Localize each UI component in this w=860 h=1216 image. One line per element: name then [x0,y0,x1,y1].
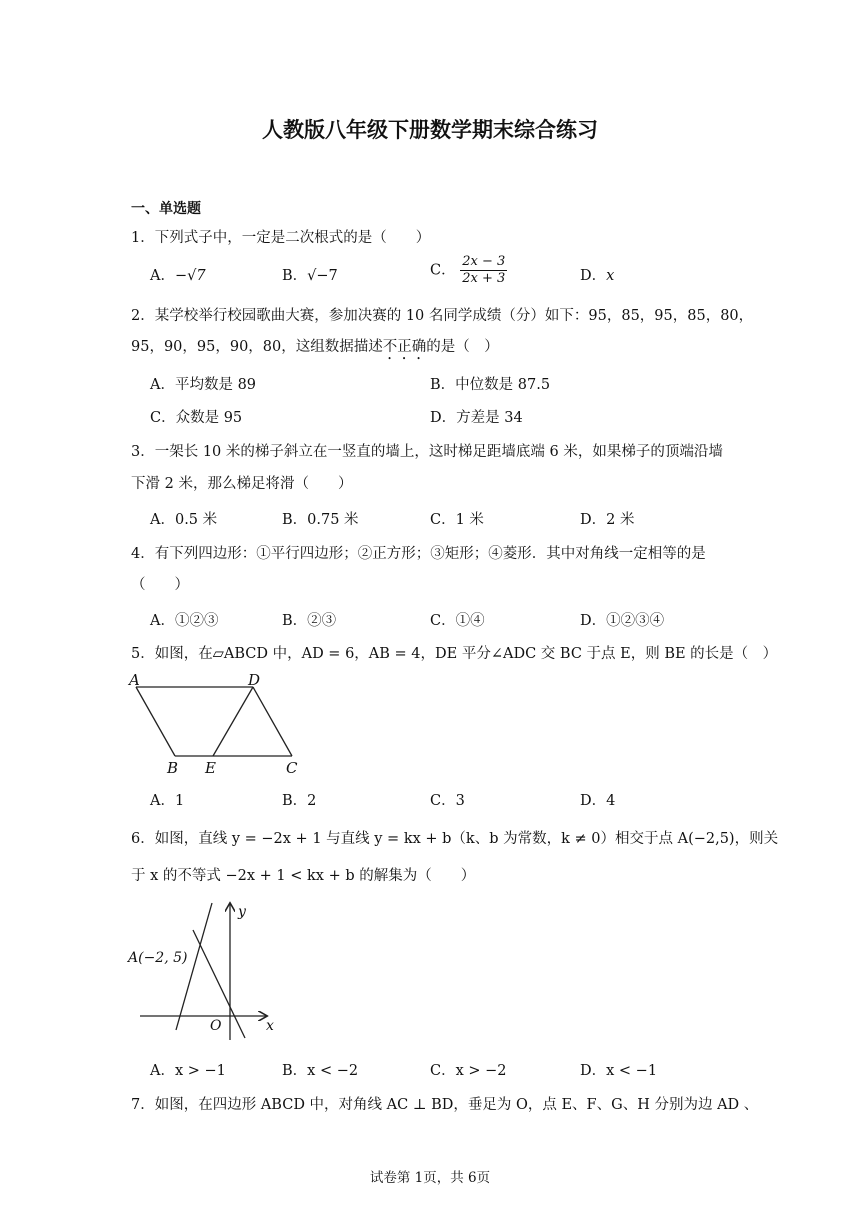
q3-option-c[interactable]: C．1 米 [430,512,484,528]
q2-stem-line2 [131,335,499,363]
q1-option-a[interactable] [150,264,206,285]
q3-stem-line2: 下滑 2 米，那么梯足将滑（ ） [131,476,353,492]
q1-a-label: A． [150,268,175,284]
q4-option-d[interactable]: D．①②③④ [580,613,665,629]
q5-label-c: C [286,759,298,777]
q4-option-b[interactable]: B．②③ [282,613,337,629]
q1-c-fraction [460,254,507,287]
page-title: 人教版八年级下册数学期末综合练习 [262,118,598,142]
q6-option-c[interactable]: C．x > −2 [430,1063,507,1079]
q5-label-a: A [129,671,140,689]
q6-stem-line2: 于 x 的不等式 −2x + 1 < kx + b 的解集为（ ） [131,868,476,884]
q6-option-b[interactable]: B．x < −2 [282,1063,359,1079]
q3-stem-line1: 3．一架长 10 米的梯子斜立在一竖直的墙上，这时梯足距墙底端 6 米，如果梯子的顶端沿墙 [131,444,723,460]
q6-stem-line1: 6．如图，直线 y = −2x + 1 与直线 y = kx + b（k、b 为常数，k ≠ 0）相交于点 A(−2,5)，则关 [131,831,779,847]
q5-label-b: B [167,759,179,777]
q5-parallelogram-figure [124,670,309,780]
q1-c-label: C． [430,262,456,279]
q4-stem-line2: （ ） [131,577,189,593]
q5-option-a[interactable]: A．1 [150,793,185,809]
q3-option-d[interactable]: D．2 米 [580,512,635,528]
q1-c-numerator: 2x − 3 [462,254,506,269]
q2-option-d[interactable]: D．方差是 34 [430,410,523,426]
page-footer: 试卷第 1页，共 6页 [369,1170,491,1186]
q5-label-e: E [205,759,216,777]
q2-option-b[interactable]: B．中位数是 87.5 [430,377,551,393]
q5-option-d[interactable]: D．4 [580,793,616,809]
q6-y-label: y [238,904,246,920]
q2-stem-line1: 2．某学校举行校园歌曲大赛，参加决赛的 10 名同学成绩（分）如下：95，85，95，85，80， [131,308,754,324]
q5-option-b[interactable]: B．2 [282,793,317,809]
q3-option-a[interactable]: A．0.5 米 [150,512,218,528]
q2-emphasis-text: 不正确 [382,339,427,355]
q1-option-c[interactable] [430,254,507,287]
q6-point-a-label: A(−2, 5) [128,950,188,966]
q1-option-d[interactable] [580,264,614,285]
q5-edge-ab [136,687,175,756]
q6-option-a[interactable]: A．x > −1 [150,1063,226,1079]
q3-option-b[interactable]: B．0.75 米 [282,512,359,528]
q2-option-c[interactable]: C．众数是 95 [150,410,243,426]
q1-option-b[interactable] [282,264,338,285]
q1-a-expr: −√7 [174,268,206,284]
q4-stem-line1: 4．有下列四边形：①平行四边形；②正方形；③矩形；④菱形．其中对角线一定相等的是 [131,546,706,562]
q1-d-label: D． [580,268,607,284]
q6-line-kx-plus-b [176,903,212,1030]
q1-stem: 1．下列式子中，一定是二次根式的是（ ） [131,230,431,246]
q6-coordinate-figure [126,900,286,1050]
q2-line2-pre: 95，90，95，90，80，这组数据描述 [131,339,383,355]
q1-b-expr: √−7 [307,268,338,284]
q6-x-label: x [266,1018,274,1034]
q6-origin-label: O [210,1018,222,1034]
q2-line2-post: 的是（ ） [426,339,499,355]
q4-option-c[interactable]: C．①④ [430,613,485,629]
q1-d-expr: x [606,268,615,284]
q7-stem-line1: 7．如图，在四边形 ABCD 中，对角线 AC ⊥ BD，垂足为 O，点 E、F、G、H 分别为边 AD 、 [131,1097,759,1113]
q1-b-label: B． [282,268,308,284]
q5-label-d: D [248,671,261,689]
q5-edge-dc [253,687,292,756]
q5-segment-de [213,687,253,756]
q2-option-a[interactable]: A．平均数是 89 [150,377,257,393]
q4-option-a[interactable]: A．①②③ [150,613,219,629]
q5-option-c[interactable]: C．3 [430,793,465,809]
q6-option-d[interactable]: D．x < −1 [580,1063,658,1079]
section-heading: 一、单选题 [131,201,201,217]
q1-c-denominator: 2x + 3 [462,271,506,286]
q5-stem: 5．如图，在▱ABCD 中，AD = 6，AB = 4，DE 平分∠ADC 交 BC 于点 E，则 BE 的长是（ ） [131,646,778,662]
